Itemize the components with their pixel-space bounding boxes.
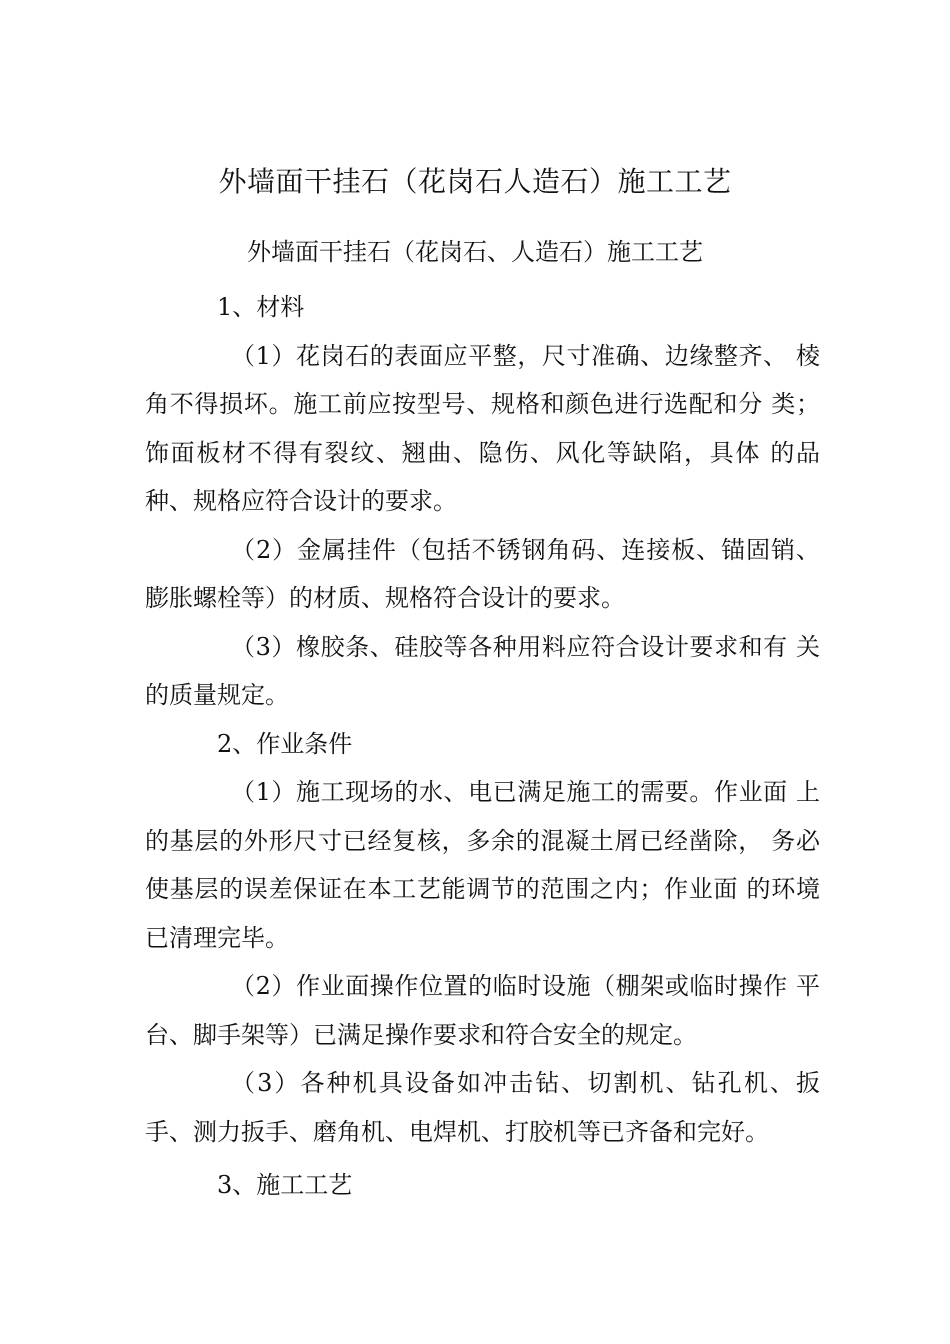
paragraph-temporary-facilities: （2）作业面操作位置的临时设施（棚架或临时操作 平台、脚手架等）已满足操作要求和符合安全的规定。 (145, 972, 820, 1049)
section-heading-materials: 1、材料 (217, 293, 305, 321)
section-heading-construction-process: 3、施工工艺 (217, 1171, 353, 1199)
paragraph-equipment: （3）各种机具设备如冲击钻、切割机、钻孔机、扳手、测力扳手、磨角机、电焊机、打胶机等已齐备和完好。 (145, 1069, 820, 1146)
paragraph-granite-requirements: （1）花岗石的表面应平整，尺寸准确、边缘整齐、 棱角不得损坏。施工前应按型号、规格和颜色进行选配和分 类；饰面板材不得有裂纹、翘曲、隐伤、风化等缺陷，具体 的品种、规格应符合设计的要求。 (145, 341, 820, 515)
section-heading-work-conditions: 2、作业条件 (217, 729, 353, 758)
document-subtitle: 外墙面干挂石（花岗石、人造石）施工工艺 (247, 238, 703, 266)
paragraph-site-conditions: （1）施工现场的水、电已满足施工的需要。作业面 上的基层的外形尺寸已经复核，多余的混凝土屑已经凿除， 务必使基层的误差保证在本工艺能调节的范围之内；作业面 的环境已清理完毕。 (145, 778, 820, 952)
paragraph-metal-fittings: （2）金属挂件（包括不锈钢角码、连接板、锚固销、膨胀螺栓等）的材质、规格符合设计的要求。 (145, 535, 820, 612)
document-title: 外墙面干挂石（花岗石人造石）施工工艺 (218, 165, 732, 198)
document-body (145, 283, 820, 1210)
paragraph-rubber-silicone: （3）橡胶条、硅胶等各种用料应符合设计要求和有 关的质量规定。 (145, 632, 820, 709)
